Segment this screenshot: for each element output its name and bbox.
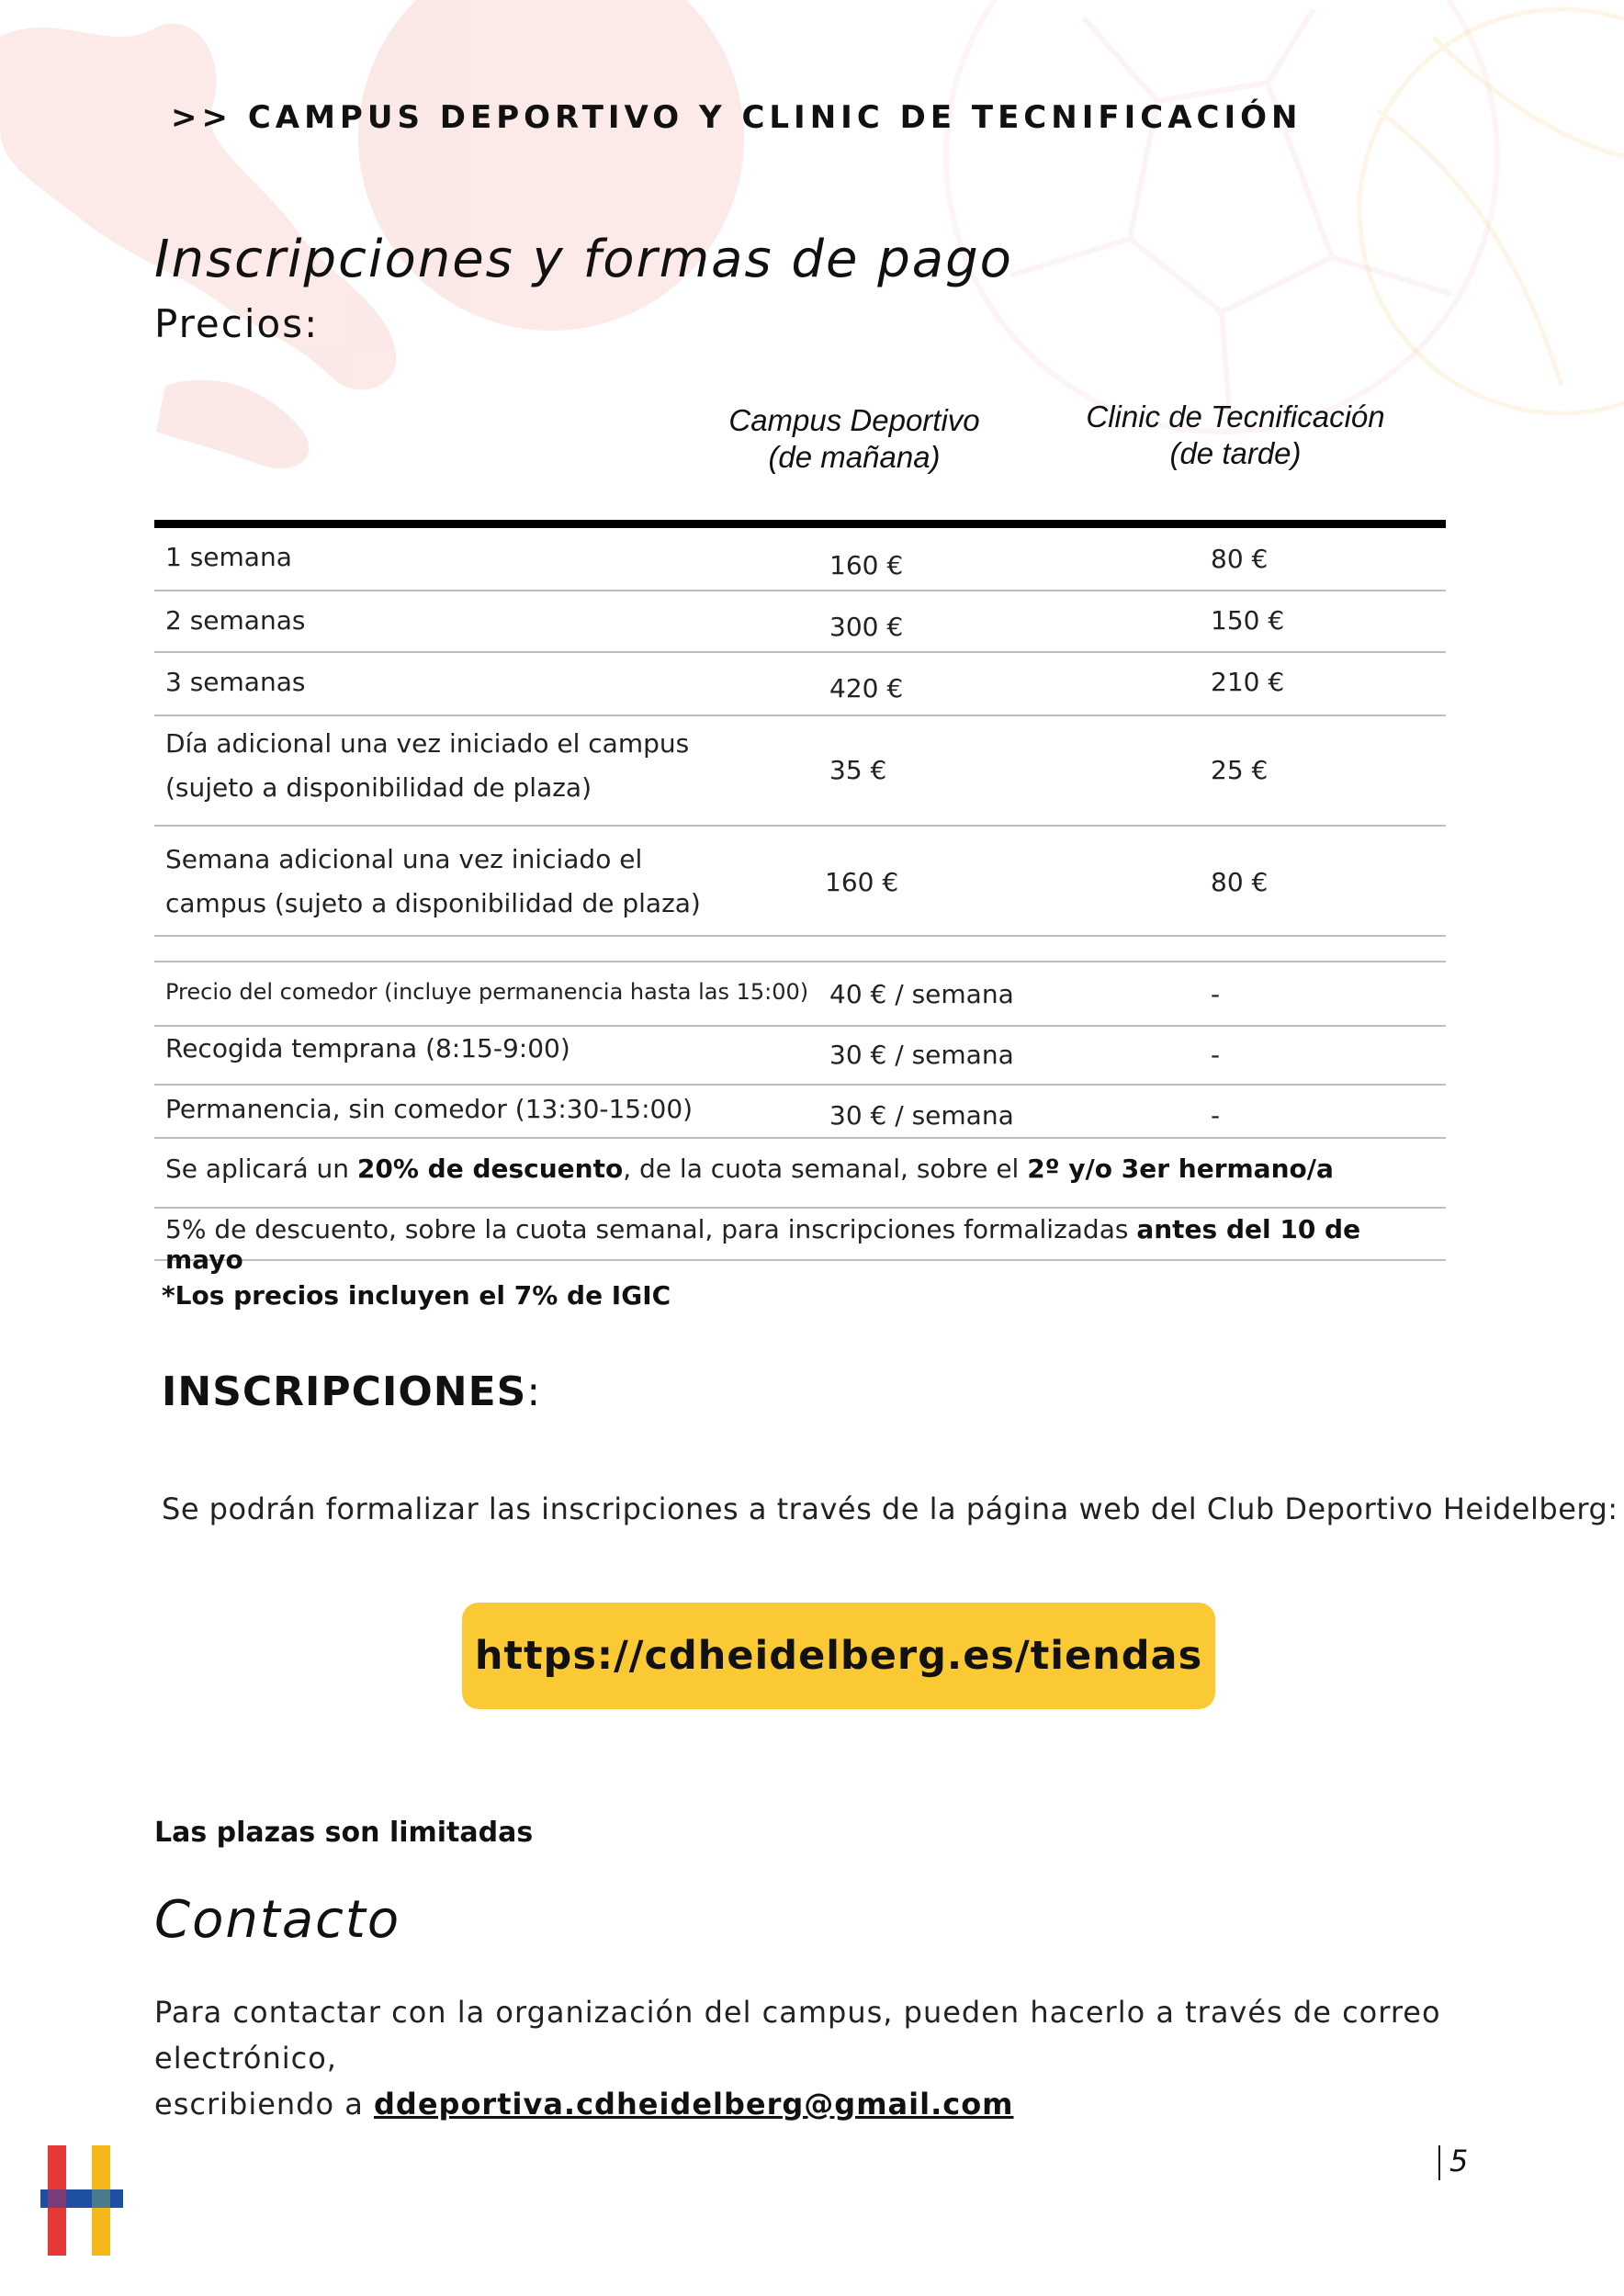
contact-heading: Contacto <box>154 1890 401 1950</box>
clinic-price: 150 € <box>1211 605 1285 636</box>
igic-note: *Los precios incluyen el 7% de IGIC <box>162 1280 671 1311</box>
price-table <box>154 520 1446 1275</box>
table-row <box>154 962 1446 1027</box>
table-row <box>154 528 1446 591</box>
campus-price: 160 € <box>825 867 899 897</box>
row-label-line2: (sujeto a disponibilidad de plaza) <box>165 772 592 803</box>
inscriptions-heading: Inscripciones y formas de pago <box>154 230 1013 289</box>
column-header-clinic-line2: (de tarde) <box>1169 436 1302 470</box>
discount-row-early <box>154 1209 1446 1275</box>
table-row <box>154 1086 1446 1139</box>
campus-price: 30 € / semana <box>829 1100 1014 1131</box>
table-row <box>154 827 1446 937</box>
campus-price: 420 € <box>829 673 904 703</box>
page-number-divider <box>1438 2145 1440 2180</box>
early-discount-text: 5% de descuento, sobre la cuota semanal, para inscripciones formalizadas antes del 10 de mayo <box>165 1214 1361 1275</box>
table-row <box>154 591 1446 653</box>
registration-title: INSCRIPCIONES: <box>162 1368 542 1415</box>
row-label-line1: Día adicional una vez iniciado el campus <box>165 728 690 759</box>
campus-price: 35 € <box>829 755 887 785</box>
background-sports-illustration <box>0 0 1624 588</box>
campus-price: 30 € / semana <box>829 1040 1014 1070</box>
contact-email-link[interactable]: ddeportiva.cdheidelberg@gmail.com <box>374 2087 1014 2122</box>
page-number: 5 <box>1438 2144 1468 2180</box>
row-label-line2: campus (sujeto a disponibilidad de plaza) <box>165 888 701 918</box>
clinic-price: 80 € <box>1211 867 1269 897</box>
document-section-header: >> CAMPUS DEPORTIVO Y CLINIC DE TECNIFICACIÓN <box>171 99 1303 136</box>
column-header-campus-line2: (de mañana) <box>768 440 941 474</box>
campus-price: 40 € / semana <box>829 979 1014 1009</box>
clinic-price: 210 € <box>1211 667 1285 697</box>
discount-row-siblings <box>154 1139 1446 1209</box>
limited-places-note: Las plazas son limitadas <box>154 1817 534 1849</box>
row-label: Permanencia, sin comedor (13:30-15:00) <box>165 1094 694 1124</box>
row-label: 1 semana <box>165 542 292 572</box>
store-url-button[interactable] <box>462 1603 1215 1709</box>
row-label: Precio del comedor (incluye permanencia hasta las 15:00) <box>165 979 809 1005</box>
clinic-price: - <box>1211 1040 1221 1070</box>
sibling-discount-text: Se aplicará un 20% de descuento, de la cuota semanal, sobre el 2º y/o 3er hermano/a <box>165 1154 1334 1184</box>
contact-text-line1: Para contactar con la organización del campus, pueden hacerlo a través de correo electrónico, <box>154 1995 1441 2076</box>
column-header-campus <box>716 402 992 476</box>
contact-text-line2: escribiendo a ddeportiva.cdheidelberg@gmail.com <box>154 2087 1014 2122</box>
club-logo-icon <box>40 2145 123 2256</box>
table-spacer <box>154 937 1446 962</box>
clinic-price: 25 € <box>1211 755 1269 785</box>
table-row <box>154 1027 1446 1086</box>
column-header-clinic <box>1079 399 1392 472</box>
table-top-rule <box>154 520 1446 528</box>
table-row <box>154 653 1446 716</box>
column-header-campus-line1: Campus Deportivo <box>728 403 980 437</box>
prices-label: Precios: <box>154 301 320 346</box>
row-label-line1: Semana adicional una vez iniciado el <box>165 844 643 874</box>
campus-price: 300 € <box>829 612 904 642</box>
store-url-label: https://cdheidelberg.es/tiendas <box>474 1633 1203 1679</box>
contact-text <box>154 1989 1477 2127</box>
campus-price: 160 € <box>829 550 904 580</box>
row-label: 2 semanas <box>165 605 306 636</box>
clinic-price: - <box>1211 1100 1221 1131</box>
clinic-price: - <box>1211 979 1221 1009</box>
column-header-clinic-line1: Clinic de Tecnificación <box>1086 400 1385 433</box>
row-label: 3 semanas <box>165 667 306 697</box>
row-label: Recogida temprana (8:15-9:00) <box>165 1033 570 1064</box>
clinic-price: 80 € <box>1211 544 1269 574</box>
table-row <box>154 716 1446 827</box>
registration-text: Se podrán formalizar las inscripciones a través de la página web del Club Deportivo Heidelberg: <box>162 1491 1618 1526</box>
